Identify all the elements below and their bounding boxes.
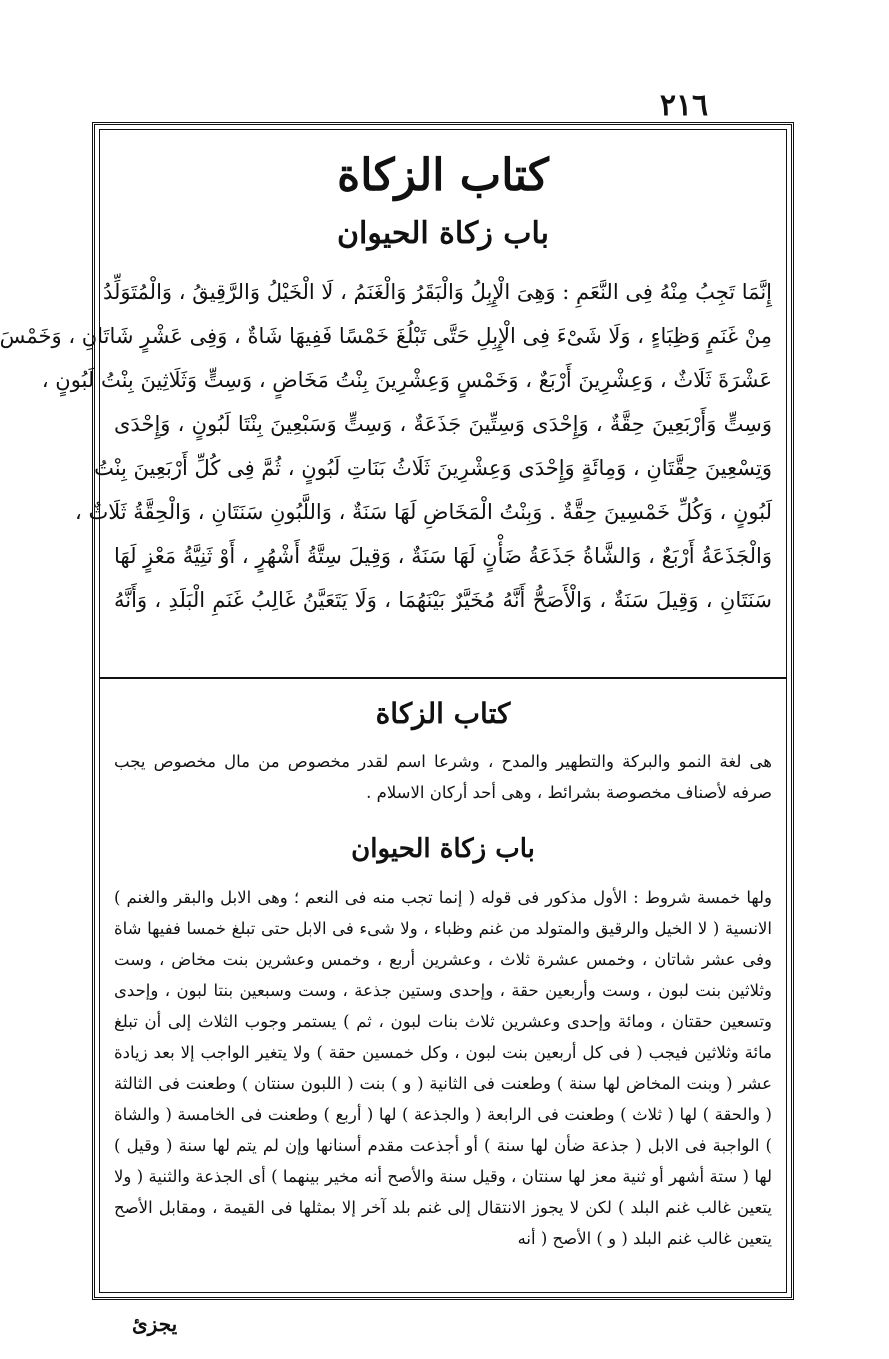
matn-line: لَبُونٍ ، وَكُلِّ خَمْسِينَ حِقَّةٌ . وَبِنْتُ الْمَخَاضِ لَهَا سَنَةٌ ، وَاللَّبُونِ سَنَتَانِ ، وَالْحِقَّةُ ثَلَاثٌ ، <box>75 500 772 524</box>
section-divider <box>100 677 786 679</box>
matn-section <box>0 144 772 672</box>
sharh-book-title: كتاب الزكاة <box>375 697 511 730</box>
matn-line: سَنَتَانِ ، وَقِيلَ سَنَةٌ ، وَالْأَصَحُّ أَنَّهُ مُخَيَّرٌ بَيْنَهُمَا ، وَلَا يَتَعَيَّنُ غَالِبُ غَنَمِ الْبَلَدِ ، وَأَنَّهُ <box>114 588 772 612</box>
matn-line: وَسِتٍّ وَأَرْبَعِينَ حِقَّةٌ ، وَإِحْدَى وَسِتِّينَ جَذَعَةٌ ، وَسِتٍّ وَسَبْعِينَ بِنْتَا لَبُونٍ ، وَإِحْدَى <box>114 412 772 436</box>
sharh-chapter-title: باب زكاة الحيوان <box>351 834 535 864</box>
matn-line: عَشْرَةَ ثَلَاثٌ ، وَعِشْرِينَ أَرْبَعٌ ، وَخَمْسٍ وَعِشْرِينَ بِنْتُ مَخَاضٍ ، وَسِتٍّ وَثَلَاثِينَ بِنْتُ لَبُونٍ ، <box>41 368 772 392</box>
matn-line: وَالْجَذَعَةُ أَرْبَعٌ ، وَالشَّاةُ جَذَعَةُ ضَأْنٍ لَهَا سَنَةٌ ، وَقِيلَ سِتَّةُ أَشْهُرٍ ، أَوْ ثَنِيَّةُ مَعْزٍ لَهَا <box>113 544 772 568</box>
book-title: كتاب الزكاة <box>337 150 549 201</box>
matn-text <box>0 270 772 622</box>
sharh-section <box>114 688 772 1284</box>
page-frame-inner <box>0 129 787 1293</box>
chapter-title: باب زكاة الحيوان <box>336 216 549 251</box>
sharh-intro: هى لغة النمو والبركة والتطهير والمدح ، وشرعا اسم لقدر مخصوص من مال مخصوص يجب صرفه لأصناف مخصوصة بشرائط ، وهى أحد أركان الاسلام . <box>114 752 772 802</box>
matn-line: إِنَّمَا تَجِبُ مِنْهُ فِى النَّعَمِ : وَهِىَ الْإِبِلُ وَالْبَقَرُ وَالْغَنَمُ ، لَا الْخَيْلُ وَالرَّقِيقُ ، وَالْمُتَوَلِّدُ <box>102 280 772 304</box>
page-number: ٢١٦ <box>659 88 709 123</box>
catchword: يجزئ <box>132 1312 178 1336</box>
matn-line: وَتِسْعِينَ حِقَّتَانِ ، وَمِائَةٍ وَإِحْدَى وَعِشْرِينَ ثَلَاثُ بَنَاتِ لَبُونٍ ، ثُمَّ فِى كُلِّ أَرْبَعِينَ بِنْتُ <box>94 456 772 480</box>
matn-line: مِنْ غَنَمٍ وَظِبَاءٍ ، وَلَا شَىْءَ فِى الْإِبِلِ حَتَّى تَبْلُغَ خَمْسًا فَفِيهَا شَاةٌ ، وَفِى عَشْرٍ شَاتَانِ ، وَخَمْسَ <box>0 324 772 348</box>
page-frame <box>0 122 794 1300</box>
sharh-body: ولها خمسة شروط : الأول مذكور فى قوله ( إنما تجب منه فى النعم ؛ وهى الابل والبقر والغنم ) الانسية ( لا الخيل والرقيق والمتولد من غنم وظباء ، ولا شىء فى الابل حتى تبلغ خمسا ففيها شاة وفى عشر شاتان ، وخمس عشرة ثلاث ، وعشرين أربع ، وخمس وعشرين بنت مخاض ، وست وثلاثين بنت لبون ، وست وأربعين حقة ، وإحدى وستين جذعة ، وست وسبعين بنتا لبون ، وإحدى وتسعين حقتان ، ومائة وإحدى وعشرين ثلاث بنات لبون ، ثم ) يستمر وجوب الثلاث إلى أن تبلغ مائة وثلاثين فيجب ( فى كل أربعين بنت لبون ، وكل خمسين حقة ) ولا يتغير الواجب إلا بعد زيادة عشر ( وبنت المخاض لها سنة ) وطعنت فى الثانية ( و ) بنت ( اللبون سنتان ) وطعنت فى الثالثة ( والحقة ) لها ( ثلاث ) وطعنت فى الرابعة ( والجذعة ) لها ( أربع ) وطعنت فى الخامسة ( والشاة ) الواجبة فى الابل ( جذعة ضأن لها سنة ) أو أجذعت مقدم أسنانها وإن لم يتم لها سنة ( وقيل ) لها ( ستة أشهر أو ثنية معز لها سنتان ، وقيل سنة والأصح أنه مخير بينهما ) أى الجذعة والثنية ( ولا يتعين غالب غنم البلد ) لكن لا يجوز الانتقال إلى غنم بلد آخر إلا بمثلها فى القيمة ، ومقابل الأصح يتعين غالب غنم البلد ( و ) الأصح ( أنه <box>114 888 772 1248</box>
